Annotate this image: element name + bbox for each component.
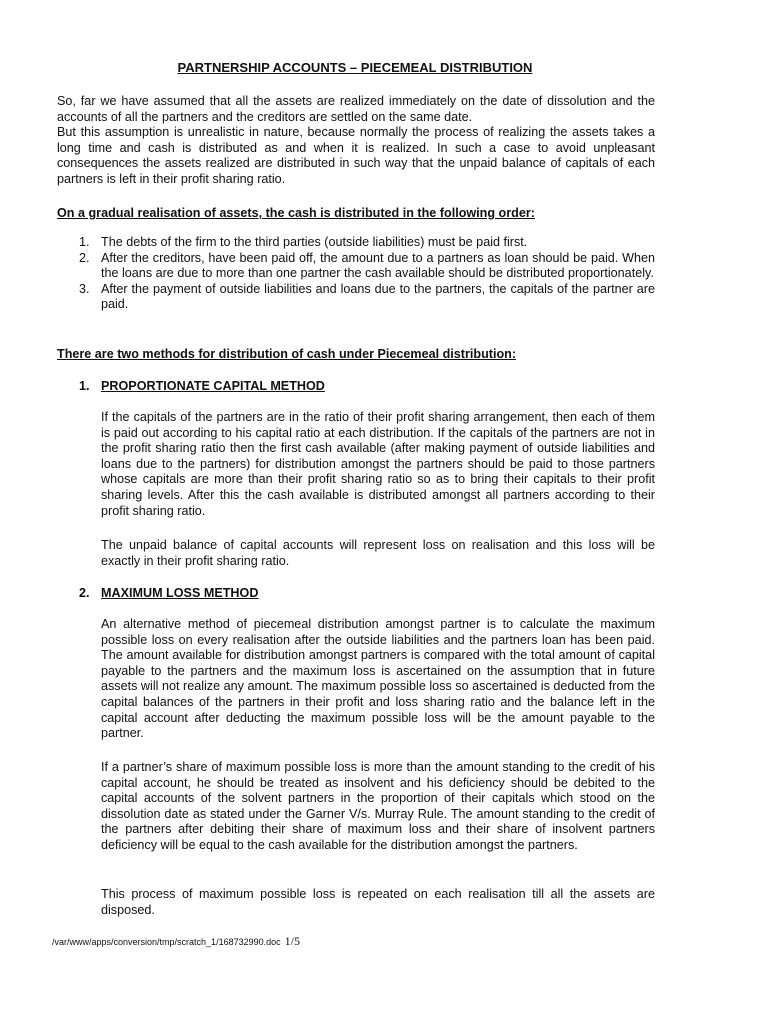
intro-paragraph-1: So, far we have assumed that all the assets are realized immediately on the date of dissolution and the accounts of all the partners and the creditors are settled on the same date. bbox=[57, 94, 655, 124]
page-footer bbox=[52, 936, 452, 948]
list-item bbox=[79, 282, 655, 313]
method-2-label: MAXIMUM LOSS METHOD bbox=[101, 586, 259, 600]
list-item-number: 2. bbox=[79, 250, 90, 265]
method-1-paragraph-2: The unpaid balance of capital accounts will represent loss on realisation and this loss will be exactly in their profit sharing ratio. bbox=[101, 538, 655, 568]
list-item-text: After the payment of outside liabilities and loans due to the partners, the capitals of the partner are paid. bbox=[101, 281, 655, 312]
list-item-number: 1. bbox=[79, 235, 90, 249]
method-1-paragraph-1: If the capitals of the partners are in the ratio of their profit sharing arrangement, then each of them is paid out according to his capital ratio at each distribution. If the capitals of the partners are not in the profit sharing ratio then the first cash available (after making payment of outside liabilities and loans due to the partners) for distribution amongst the partners should be paid to those partners whose capitals are more than their profit sharing ratio so as to bring their capitals to their profit sharing levels. After this the cash available is distributed amongst all partners according to their profit sharing ratio. bbox=[101, 410, 655, 518]
list-item-text: After the creditors, have been paid off, the amount due to a partners as loan should be paid. When the loans are due to more than one partner the cash available should be distributed proportionately. bbox=[101, 250, 655, 281]
intro-section bbox=[57, 94, 655, 188]
page-number: 1/5 bbox=[284, 934, 300, 948]
method-2-number: 2. bbox=[79, 586, 90, 600]
list-item bbox=[79, 235, 655, 251]
order-heading: On a gradual realisation of assets, the cash is distributed in the following order: bbox=[57, 206, 535, 220]
method-1-label: PROPORTIONATE CAPITAL METHOD bbox=[101, 379, 325, 393]
order-list bbox=[79, 235, 655, 313]
footer-file-path: /var/www/apps/conversion/tmp/scratch_1/168732990.doc bbox=[52, 937, 281, 947]
page-title: PARTNERSHIP ACCOUNTS – PIECEMEAL DISTRIBUTION bbox=[177, 60, 533, 75]
method-1-heading bbox=[79, 379, 479, 395]
list-item-text: The debts of the firm to the third parties (outside liabilities) must be paid first. bbox=[101, 235, 528, 249]
method-1-number: 1. bbox=[79, 379, 90, 393]
method-2-heading bbox=[79, 586, 479, 602]
method-2-paragraph-2: If a partner’s share of maximum possible loss is more than the amount standing to the credit of his capital account, he should be treated as insolvent and his deficiency should be debited to the capital accounts of the solvent partners in the proportion of their capitals which stood on the dissolution date as stated under the Garner V/s. Murray Rule. The amount standing to the credit of the partners after debiting their share of maximum loss and their share of insolvent partners deficiency will be equal to the cash available for the distribution amongst the partners. bbox=[101, 760, 655, 852]
intro-paragraph-2: But this assumption is unrealistic in nature, because normally the process of realizing the assets takes a long time and cash is distributed as and when it is realized. In such a case to avoid unpleasant consequences the assets realized are distributed in such way that the unpaid balance of capitals of each partners is left in their profit sharing ratio. bbox=[57, 125, 655, 186]
method-2-paragraph-3: This process of maximum possible loss is repeated on each realisation till all the assets are disposed. bbox=[101, 887, 655, 917]
methods-heading: There are two methods for distribution of cash under Piecemeal distribution: bbox=[57, 347, 517, 361]
method-2-paragraph-1: An alternative method of piecemeal distribution amongst partner is to calculate the maximum possible loss on every realisation after the outside liabilities and the partners loan has been paid. The amount available for distribution amongst partners is compared with the total amount of capital payable to the partners and the maximum loss is ascertained on the assumption that in future assets will not realize any amount. The maximum possible loss so ascertained is deducted from the capital balances of the partners in their profit and loss sharing ratio and the balance left in the capital account after deducting the maximum possible loss will be the amount payable to the partner. bbox=[101, 617, 655, 741]
list-item-number: 3. bbox=[79, 281, 90, 296]
list-item bbox=[79, 251, 655, 282]
